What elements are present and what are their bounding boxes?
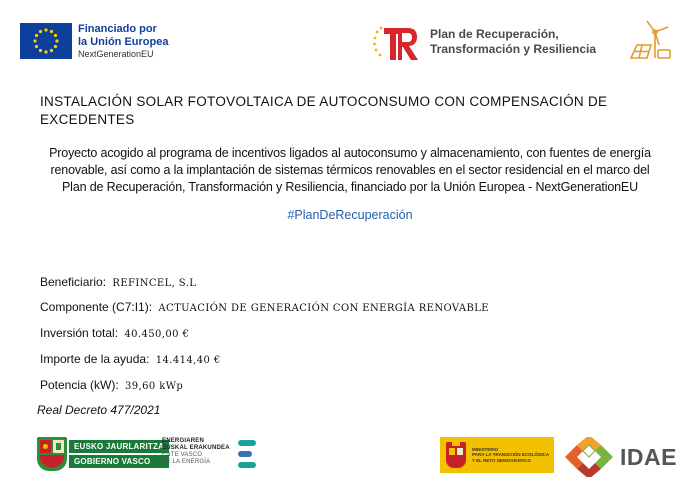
power-field <box>40 378 183 392</box>
solar-windmill-icon <box>628 18 674 64</box>
recovery-plan-line2: Transformación y Resiliencia <box>430 42 597 56</box>
plan-hashtag: #PlanDeRecuperación <box>287 208 413 222</box>
beneficiary-label: Beneficiario: <box>40 275 107 289</box>
gobierno-vasco-logo <box>37 437 169 471</box>
gobierno-vasco-line1: EUSKO JAURLARITZA <box>69 440 169 453</box>
eve-line4: DE LA ENERGÍA <box>162 459 211 465</box>
eu-funding-logo <box>20 23 168 60</box>
power-label: Potencia (kW): <box>40 378 119 392</box>
ministerio-line2: PARA LA TRANSICIÓN ECOLÓGICA <box>472 452 550 458</box>
total-investment-field <box>40 326 189 340</box>
ministerio-line3: Y EL RETO DEMOGRÁFICO <box>472 457 532 463</box>
power-value: 39,60 kWp <box>125 381 184 392</box>
project-description: Proyecto acogido al programa de incentivos ligados al autoconsumo y almacenamiento, con fuentes de energía renovable, así como a la implantación de sistemas térmicos renovables en el sector residencial en el marco del Plan de Recuperación, Transformación y Resiliencia, financiado por la Unión Europea - NextGenerationEU <box>49 146 651 194</box>
total-investment-value: 40.450,00 € <box>124 329 190 340</box>
spain-coat-of-arms-icon <box>446 442 466 468</box>
beneficiary-value: REFINCEL, S.L <box>112 278 197 289</box>
component-value: ACTUACIÓN DE GENERACIÓN CON ENERGÍA RENOVABLE <box>158 303 489 314</box>
royal-decree: Real Decreto 477/2021 <box>37 403 161 417</box>
eve-line3: ENTE VASCO <box>162 452 203 458</box>
recovery-plan-line1: Plan de Recuperación, <box>430 27 559 41</box>
total-investment-label: Inversión total: <box>40 326 119 340</box>
eu-logo-line2: la Unión Europea <box>78 35 169 48</box>
component-label: Componente (C7:I1): <box>40 300 153 314</box>
idae-logo <box>563 437 677 477</box>
eu-logo-line3: NextGenerationEU <box>78 49 154 60</box>
aid-amount-label: Importe de la ayuda: <box>40 352 150 366</box>
basque-coat-of-arms-icon <box>37 437 67 471</box>
gobierno-vasco-line2: GOBIERNO VASCO <box>69 455 169 468</box>
beneficiary-field <box>40 275 196 289</box>
eu-flag-icon <box>20 23 72 59</box>
idae-diamond-icon <box>563 437 617 477</box>
idae-wordmark: IDAE <box>620 443 677 470</box>
aid-amount-field <box>40 352 221 366</box>
eve-e-icon <box>236 438 258 470</box>
eve-line2: EUSKAL ERAKUNDEA <box>162 445 230 451</box>
aid-amount-value: 14.414,40 € <box>155 355 221 366</box>
recovery-plan-tr-icon <box>372 22 420 62</box>
eve-line1: ENERGIAREN <box>162 438 205 444</box>
ente-vasco-energia-logo <box>162 438 258 470</box>
component-field <box>40 300 489 314</box>
eu-logo-line1: Financiado por <box>78 23 157 35</box>
ministerio-transicion-ecologica-logo <box>440 437 554 473</box>
document-title: INSTALACIÓN SOLAR FOTOVOLTAICA DE AUTOCONSUMO CON COMPENSACIÓN DE EXCEDENTES <box>40 94 608 127</box>
ministerio-line1: MINISTERIO <box>472 446 499 452</box>
recovery-plan-logo <box>372 22 596 62</box>
